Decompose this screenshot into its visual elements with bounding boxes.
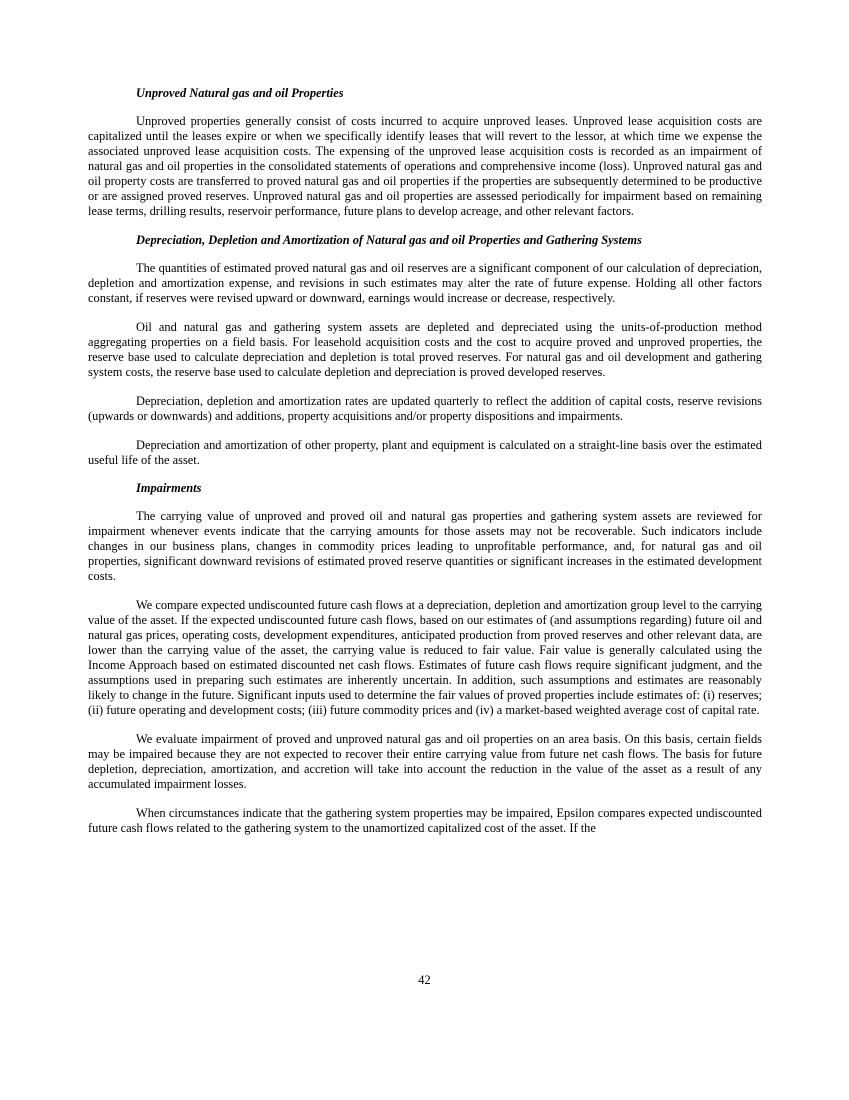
paragraph-straight-line: Depreciation and amortization of other property, plant and equipment is calculated on a straight-line basis over the estimated useful life of the asset. [88, 438, 762, 467]
paragraph-carrying-value-review: The carrying value of unproved and proved oil and natural gas properties and gathering system assets are reviewed for impairment whenever events indicate that the carrying amounts for those assets may not be recoverable. Such indicators include changes in our business plans, changes in commodity prices leading to unprofitable performance, and, for natural gas and oil properties, significant downward revisions of estimated proved reserve quantities or significant increases in the estimated development costs. [88, 509, 762, 583]
paragraph-unproved-properties: Unproved properties generally consist of costs incurred to acquire unproved leases. Unproved lease acquisition costs are capitalized until the leases expire or when we specifically identify leases that will revert to the lessor, at which time we expense the associated unproved lease acquisition costs. The expensing of the unproved lease acquisition costs is recorded as an impairment of natural gas and oil properties in the consolidated statements of operations and comprehensive income (loss). Unproved natural gas and oil property costs are transferred to proved natural gas and oil properties if the properties are subsequently determined to be productive or are assigned proved reserves. Unproved natural gas and oil properties are assessed periodically for impairment based on remaining lease terms, drilling results, reservoir performance, future plans to develop acreage, and other relevant factors. [88, 114, 762, 218]
paragraph-area-basis: We evaluate impairment of proved and unproved natural gas and oil properties on an area basis. On this basis, certain fields may be impaired because they are not expected to recover their entire carrying value from future net cash flows. The basis for future depletion, depreciation, amortization, and accretion will take into account the reduction in the value of the asset as a result of any accumulated impairment losses. [88, 732, 762, 791]
page-number: 42 [418, 973, 431, 987]
section-heading-impairments: Impairments [136, 481, 202, 495]
section-heading-unproved-properties: Unproved Natural gas and oil Properties [136, 86, 344, 100]
document-page [88, 86, 762, 850]
paragraph-units-of-production: Oil and natural gas and gathering system assets are depleted and depreciated using the units-of-production method aggregating properties on a field basis. For leasehold acquisition costs and the cost to acquire proved and unproved properties, the reserve base used to calculate depreciation and depletion is total proved reserves. For natural gas and oil development and gathering system costs, the reserve base used to calculate depletion and depreciation is proved developed reserves. [88, 320, 762, 379]
paragraph-dda-rates: Depreciation, depletion and amortization rates are updated quarterly to reflect the addition of capital costs, reserve revisions (upwards or downwards) and additions, property acquisitions and/or property dispositions and impairments. [88, 394, 762, 423]
paragraph-reserve-quantities: The quantities of estimated proved natural gas and oil reserves are a significant component of our calculation of depreciation, depletion and amortization expense, and revisions in such estimates may alter the rate of future expense. Holding all other factors constant, if reserves were revised upward or downward, earnings would increase or decrease, respectively. [88, 261, 762, 305]
paragraph-undiscounted-cash-flows: We compare expected undiscounted future cash flows at a depreciation, depletion and amortization group level to the carrying value of the asset. If the expected undiscounted future cash flows, based on our estimates of (and assumptions regarding) future oil and natural gas prices, operating costs, development expenditures, anticipated production from proved reserves and other relevant data, are lower than the carrying value of the asset, the carrying value is reduced to fair value. Fair value is generally calculated using the Income Approach based on estimated discounted net cash flows. Estimates of future cash flows require significant judgment, and the assumptions used in preparing such estimates are inherently uncertain. In addition, such assumptions and estimates are reasonably likely to change in the future. Significant inputs used to determine the fair values of proved properties include estimates of: (i) reserves; (ii) future operating and development costs; (iii) future commodity prices and (iv) a market-based weighted average cost of capital rate. [88, 598, 762, 717]
section-heading-depreciation-depletion: Depreciation, Depletion and Amortization of Natural gas and oil Properties and Gathering Systems [136, 233, 642, 247]
paragraph-gathering-system: When circumstances indicate that the gathering system properties may be impaired, Epsilon compares expected undiscounted future cash flows related to the gathering system to the unamortized capitalized cost of the asset. If the [88, 806, 762, 835]
